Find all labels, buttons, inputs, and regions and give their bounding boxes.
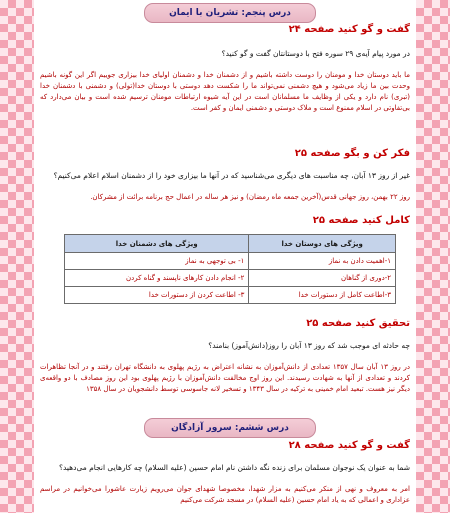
table-cell: ۱-اهمیت دادن به نماز [249, 253, 396, 270]
table-cell: ۳- اطاعت کردن از دستورات خدا [65, 287, 249, 304]
table-cell: ۱- بی توجهی به نماز [65, 253, 249, 270]
table-cell: ۳-اطاعت کامل از دستورات خدا [249, 287, 396, 304]
question-p24: در مورد پیام آیه‌ی ۲۹ سوره فتح با دوستانتان گفت و گو کنید؟ [221, 49, 410, 58]
table-row [65, 287, 396, 304]
comparison-table [64, 234, 396, 304]
research-heading: تحقیق کنید صفحه ۲۵ [306, 318, 410, 329]
lesson6-title: درس ششم: سرور آزادگان [144, 418, 316, 438]
table-cell: ۲-دوری از گناهان [249, 270, 396, 287]
question-p28: شما به عنوان یک نوجوان مسلمان برای زنده نگه داشتن نام امام حسین (علیه السلام) چه کارهایی انجام می‌دهید؟ [58, 463, 410, 472]
answer-p25: روز ۲۲ بهمن، روز جهانی قدس(آخرین جمعه ماه رمضان) و نیز هر ساله در اعمال حج برنامه برائت از مشرکان. [90, 193, 410, 201]
table-header-friends: ویژگی های دوستان خدا [249, 235, 396, 253]
table-row [65, 253, 396, 270]
answer-p28: امر به معروف و نهی از منکر می‌کنیم به مزار شهدا، مخصوصا شهدای جوان می‌رویم زیارت عاشورا می‌خوانیم در مراسم عزاداری و اعمالی که به یاد امام حسین (علیه السلام) در مسجد شرکت می‌کنیم [40, 485, 410, 504]
lesson5-title: درس پنجم: تشریان با ایمان [144, 3, 316, 23]
section-heading-p24: گفت و گو کنید صفحه ۲۴ [288, 24, 410, 35]
table-heading: کامل کنید صفحه ۲۵ [312, 215, 410, 226]
document-body [34, 0, 416, 513]
right-border [416, 0, 450, 513]
left-border [0, 0, 34, 513]
section-heading-p25: فکر کن و بگو صفحه ۲۵ [294, 148, 410, 159]
table-header-row [65, 235, 396, 253]
table-header-enemies: ویژگی های دشمنان خدا [65, 235, 249, 253]
research-answer: در روز ۱۳ آبان سال ۱۳۵۷ تعدادی از دانش‌آموزان به نشانه اعتراض به رژیم پهلوی به دانشگاه تهران رفتند و در آنجا تظاهرات کردند و تعدادی از آنها به شهادت رسیدند. این روز اوج مخالفت دانش‌آموزان با رژیم پهلوی بود این روز مصادف با دو واقعه‌ی دیگر نیز هست. تبعید امام خمینی به ترکیه در سال ۱۳۴۳ و تسخیر لانه جاسوسی توسط دانشجویان در سال ۱۳۵۸ [40, 363, 410, 393]
answer-p24: ما باید دوستان خدا و مومنان را دوست داشته باشیم و از دشمنان خدا و دشمنان اولیای خدا بیزاری جوییم اگر این گونه باشیم وحدت بین ما زیاد می‌شود و هیچ دشمنی نمی‌تواند ما را شکست دهد دوستی با دوستان خدا(تولی) و دشمنی با دشمنان خدا (تبری) نام دارد و یکی از وظایف ما مسلمانان است در این آیه شیوه ارتباطات مومنان ترسیم شده است و بیان می‌دارد که بی‌تفاوتی در اسلام ممنوع است و ملاک دوستی و دشمنی ایمان و کفر است. [40, 71, 410, 112]
table-row [65, 270, 396, 287]
section-heading-p28: گفت و گو کنید صفحه ۲۸ [288, 440, 410, 451]
question-p25: غیر از روز ۱۳ آبان، چه مناسبت های دیگری می‌شناسید که در آنها ما بیزاری خود را از دشمنان اسلام اعلام می‌کنیم؟ [53, 171, 410, 180]
table-cell: ۲- انجام دادن کارهای ناپسند و گناه کردن [65, 270, 249, 287]
research-question: چه حادثه ای موجب شد که روز ۱۳ آبان را روز(دانش‌آموز) بنامند؟ [208, 341, 410, 350]
